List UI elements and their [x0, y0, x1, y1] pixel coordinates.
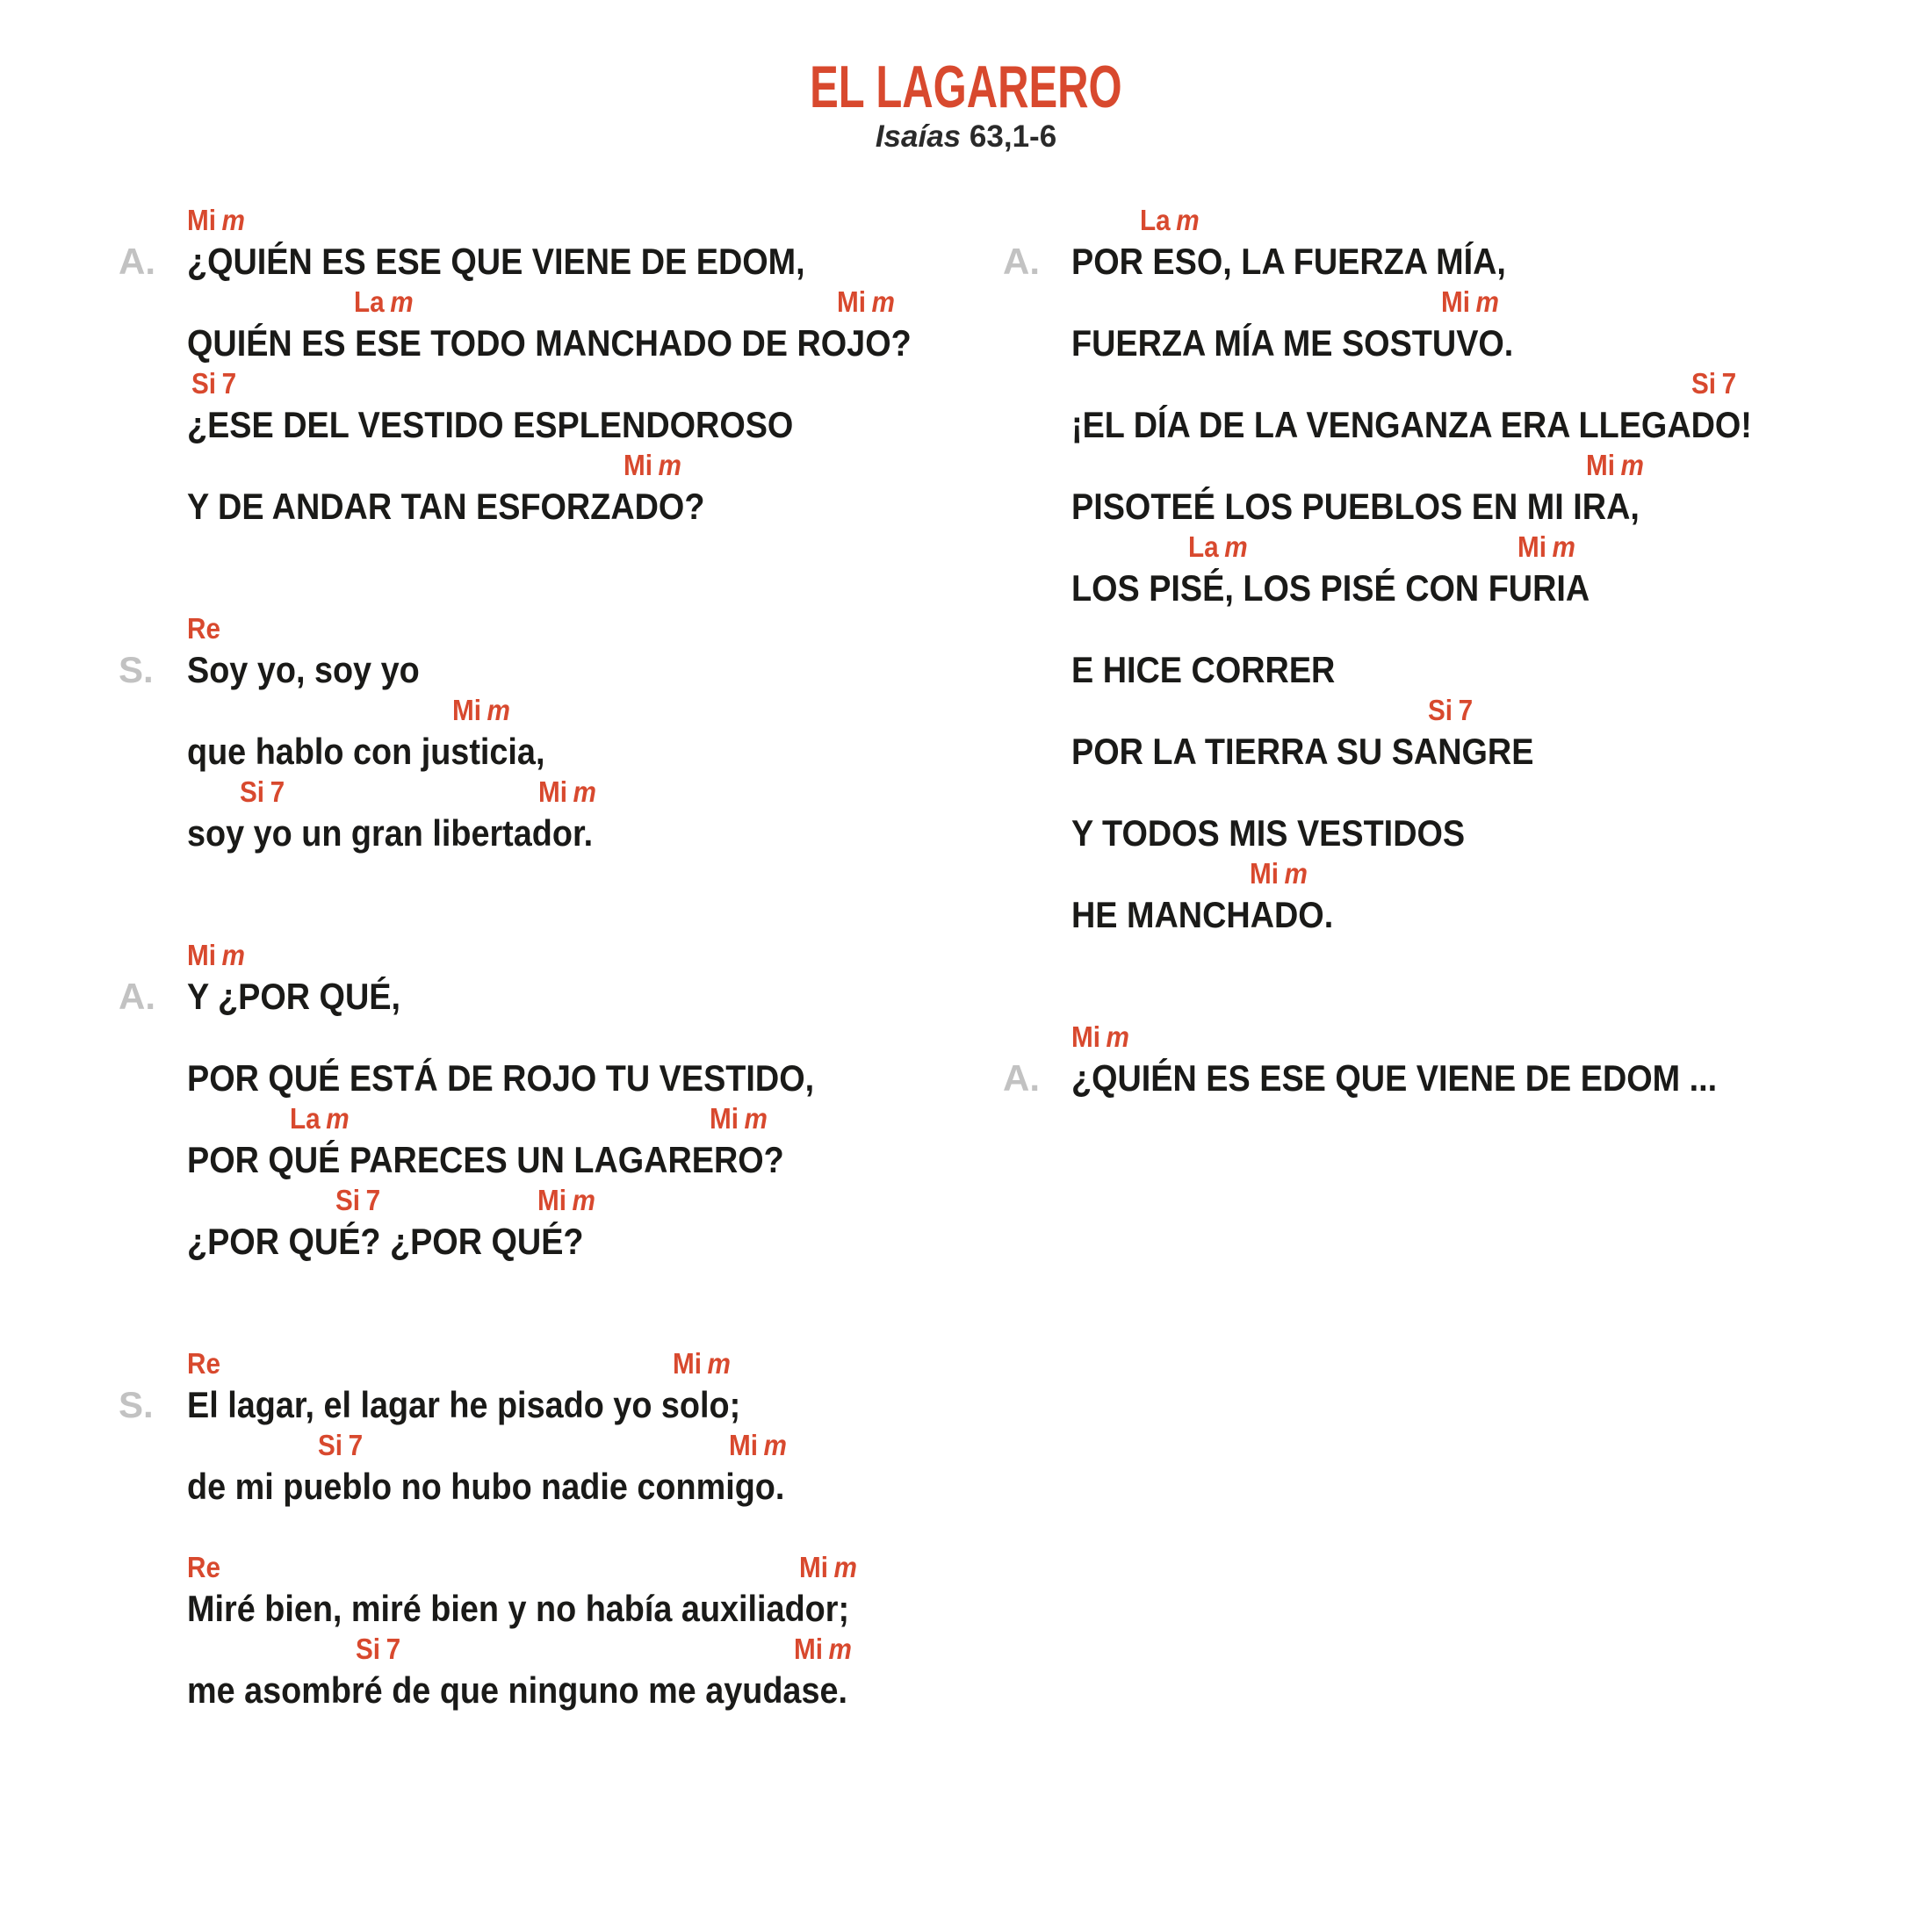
lyric-text: POR QUÉ ESTÁ DE ROJO TU VESTIDO,	[187, 1057, 815, 1099]
song-line	[1071, 609, 1827, 690]
song-line	[187, 935, 991, 1017]
chord-symbol	[354, 282, 414, 322]
chord-symbol	[318, 1425, 363, 1466]
chord-root: Mi	[710, 1102, 739, 1135]
chord-row	[187, 1099, 991, 1139]
chord-quality: 7	[348, 1429, 364, 1461]
song-line	[1071, 527, 1827, 609]
lyric-text: E HICE CORRER	[1071, 649, 1336, 690]
lyric-text: QUIÉN ES ESE TODO MANCHADO DE ROJO?	[187, 322, 912, 364]
chord-quality: m	[828, 1633, 852, 1665]
song-line	[187, 1344, 991, 1425]
song-line	[187, 609, 991, 690]
chord-quality: 7	[1458, 694, 1474, 726]
lyric-row	[187, 649, 991, 690]
lyric-text: El lagar, el lagar he pisado yo solo;	[187, 1384, 741, 1425]
lyric-text: Y ¿POR QUÉ,	[187, 976, 400, 1017]
chord-symbol	[187, 1344, 220, 1384]
lyric-row	[1071, 486, 1827, 527]
chord-row	[187, 200, 991, 241]
lyric-text: HE MANCHADO.	[1071, 894, 1334, 935]
song-line	[187, 200, 991, 282]
chord-row	[1071, 527, 1827, 567]
chord-symbol	[1188, 527, 1248, 567]
chord-quality: m	[1620, 449, 1644, 481]
chord-row	[1071, 772, 1827, 812]
chord-row	[187, 282, 991, 322]
section-label: S.	[119, 1384, 154, 1425]
chord-symbol	[191, 364, 236, 404]
chord-root: Mi	[837, 285, 867, 318]
lyric-text: ¿ESE DEL VESTIDO ESPLENDOROSO	[187, 404, 794, 445]
chord-root: Mi	[1441, 285, 1471, 318]
song-title	[0, 53, 1932, 121]
lyric-row	[1071, 894, 1827, 935]
chord-symbol	[1250, 854, 1308, 894]
chord-symbol	[290, 1099, 350, 1139]
lyric-text: POR ESO, LA FUERZA MÍA,	[1071, 241, 1506, 282]
song-line	[1071, 772, 1827, 854]
lyric-row	[187, 486, 991, 527]
chord-symbol	[1071, 1017, 1129, 1057]
chord-row	[1071, 690, 1827, 731]
chord-quality: m	[326, 1102, 350, 1135]
lyric-text: Y TODOS MIS VESTIDOS	[1071, 812, 1466, 854]
chord-quality: m	[221, 939, 245, 971]
chord-root: Si	[356, 1633, 381, 1665]
chord-root: Mi	[729, 1429, 759, 1461]
chord-root: Si	[191, 367, 217, 400]
chord-row	[1071, 282, 1827, 322]
lyric-row	[187, 1139, 991, 1180]
song-line	[1071, 1017, 1827, 1099]
chord-root: Si	[335, 1184, 361, 1216]
lyric-row	[187, 404, 991, 445]
chord-quality: m	[1224, 530, 1248, 563]
lyric-row	[1071, 731, 1827, 772]
lyric-text: Y DE ANDAR TAN ESFORZADO?	[187, 486, 705, 527]
chord-root: Mi	[1517, 530, 1547, 563]
lyric-row	[187, 1669, 991, 1711]
chord-symbol	[538, 772, 596, 812]
lyric-row	[187, 1057, 991, 1099]
chord-root: Si	[318, 1429, 343, 1461]
chord-row	[187, 1344, 991, 1384]
lyric-text: Soy yo, soy yo	[187, 649, 420, 690]
chord-root: Mi	[673, 1347, 703, 1380]
lyric-text: de mi pueblo no hubo nadie conmigo.	[187, 1466, 785, 1507]
chord-row	[1071, 1017, 1827, 1057]
chord-symbol	[356, 1629, 400, 1669]
song-line	[187, 282, 991, 364]
lyric-row	[187, 1588, 991, 1629]
chord-root: La	[1140, 204, 1171, 236]
lyric-text: soy yo un gran libertador.	[187, 812, 594, 854]
chord-root: La	[1188, 530, 1219, 563]
chord-row	[187, 364, 991, 404]
chord-symbol	[729, 1425, 787, 1466]
lyric-row	[187, 1466, 991, 1507]
lyric-text: Miré bien, miré bien y no había auxiliador;	[187, 1588, 850, 1629]
chord-symbol	[1441, 282, 1499, 322]
chord-row	[1071, 445, 1827, 486]
song-line	[1071, 690, 1827, 772]
chord-quality: m	[871, 285, 895, 318]
lyric-row	[187, 976, 991, 1017]
song-line	[1071, 364, 1827, 445]
lyric-text: ¿POR QUÉ? ¿POR QUÉ?	[187, 1221, 584, 1262]
chord-row	[1071, 609, 1827, 649]
chord-row	[187, 445, 991, 486]
lyric-text: FUERZA MÍA ME SOSTUVO.	[1071, 322, 1514, 364]
lyric-text: POR QUÉ PARECES UN LAGARERO?	[187, 1139, 784, 1180]
song-line	[187, 1017, 991, 1099]
chord-row	[187, 1547, 991, 1588]
song-subtitle	[0, 119, 1932, 155]
chord-quality: m	[1552, 530, 1575, 563]
lyric-row	[1071, 322, 1827, 364]
chord-root: Mi	[187, 204, 217, 236]
chord-symbol	[1428, 690, 1473, 731]
lyric-row	[187, 322, 991, 364]
subtitle-reference: 63,1-6	[969, 119, 1057, 154]
chord-symbol	[452, 690, 510, 731]
lyric-text: ¿QUIÉN ES ESE QUE VIENE DE EDOM,	[187, 241, 805, 282]
chord-row	[187, 1629, 991, 1669]
chord-symbol	[794, 1629, 852, 1669]
verse-section	[1003, 200, 1827, 935]
chord-quality: 7	[270, 775, 285, 808]
chord-row	[187, 935, 991, 976]
chord-symbol	[710, 1099, 768, 1139]
lyric-row	[1071, 649, 1827, 690]
chord-quality: 7	[221, 367, 237, 400]
lyric-row	[187, 1384, 991, 1425]
song-line	[1071, 200, 1827, 282]
chord-quality: m	[707, 1347, 731, 1380]
chord-root: La	[354, 285, 385, 318]
song-line	[1071, 854, 1827, 935]
chord-root: Re	[187, 1551, 220, 1583]
section-label: A.	[1003, 241, 1040, 282]
lyric-row	[187, 731, 991, 772]
chord-quality: 7	[386, 1633, 401, 1665]
song-line	[1071, 282, 1827, 364]
chord-quality: m	[833, 1551, 857, 1583]
section-label: A.	[1003, 1057, 1040, 1099]
chord-quality: m	[744, 1102, 768, 1135]
chord-row	[1071, 200, 1827, 241]
chord-root: Mi	[187, 939, 217, 971]
chord-symbol	[799, 1547, 857, 1588]
song-line	[187, 1425, 991, 1507]
chord-root: La	[290, 1102, 321, 1135]
column-right	[1003, 200, 1827, 1099]
chord-root: Si	[1428, 694, 1453, 726]
song-title-text: EL LAGARERO	[810, 54, 1122, 120]
chord-quality: m	[221, 204, 245, 236]
chord-quality: m	[1284, 857, 1308, 890]
chord-row	[1071, 854, 1827, 894]
chord-symbol	[1517, 527, 1575, 567]
lyric-text: POR LA TIERRA SU SANGRE	[1071, 731, 1534, 772]
lyric-text: que hablo con justicia,	[187, 731, 545, 772]
chord-symbol	[240, 772, 285, 812]
section-label: A.	[119, 241, 155, 282]
lyric-text: ¿QUIÉN ES ESE QUE VIENE DE EDOM ...	[1071, 1057, 1718, 1099]
chord-quality: 7	[365, 1184, 381, 1216]
chord-row	[187, 1180, 991, 1221]
verse-section	[119, 1344, 991, 1711]
lyric-row	[1071, 241, 1827, 282]
chord-quality: 7	[1721, 367, 1737, 400]
chord-quality: m	[390, 285, 414, 318]
chord-symbol	[1586, 445, 1644, 486]
chord-row	[187, 690, 991, 731]
chord-symbol	[537, 1180, 595, 1221]
chord-row	[187, 772, 991, 812]
chord-symbol	[673, 1344, 731, 1384]
chord-root: Mi	[1586, 449, 1616, 481]
chord-row	[187, 1425, 991, 1466]
lyric-row	[187, 812, 991, 854]
chord-quality: m	[572, 1184, 595, 1216]
lyric-row	[1071, 1057, 1827, 1099]
chord-symbol	[837, 282, 895, 322]
lyric-text: ¡EL DÍA DE LA VENGANZA ERA LLEGADO!	[1071, 404, 1752, 445]
chord-symbol	[335, 1180, 380, 1221]
chord-root: Si	[240, 775, 265, 808]
verse-section	[1003, 1017, 1827, 1099]
section-label: S.	[119, 649, 154, 690]
chord-root: Mi	[799, 1551, 829, 1583]
song-line	[1071, 445, 1827, 527]
subtitle-book: Isaías	[875, 119, 962, 154]
lyric-row	[187, 241, 991, 282]
song-line	[187, 1099, 991, 1180]
chord-root: Mi	[624, 449, 653, 481]
song-line	[187, 364, 991, 445]
chord-root: Mi	[1071, 1020, 1101, 1053]
lyric-row	[1071, 404, 1827, 445]
chord-quality: m	[573, 775, 596, 808]
lyric-text: LOS PISÉ, LOS PISÉ CON FURIA	[1071, 567, 1590, 609]
chord-root: Mi	[537, 1184, 567, 1216]
lyric-row	[187, 1221, 991, 1262]
verse-section	[119, 609, 991, 854]
song-line	[187, 1547, 991, 1629]
chord-row	[1071, 364, 1827, 404]
chord-symbol	[1691, 364, 1736, 404]
chord-quality: m	[487, 694, 510, 726]
chord-symbol	[187, 1547, 220, 1588]
chord-root: Mi	[1250, 857, 1280, 890]
chord-symbol	[1140, 200, 1200, 241]
chord-quality: m	[1475, 285, 1499, 318]
chord-symbol	[624, 445, 681, 486]
lyric-text: PISOTEÉ LOS PUEBLOS EN MI IRA,	[1071, 486, 1640, 527]
verse-section	[119, 200, 991, 527]
chord-quality: m	[1176, 204, 1200, 236]
lyric-row	[1071, 567, 1827, 609]
song-line	[187, 690, 991, 772]
chord-root: Re	[187, 612, 220, 645]
chord-root: Mi	[538, 775, 568, 808]
chord-root: Si	[1691, 367, 1717, 400]
chord-quality: m	[1106, 1020, 1129, 1053]
section-label: A.	[119, 976, 155, 1017]
chord-row	[187, 609, 991, 649]
column-left	[119, 200, 991, 1711]
chord-quality: m	[763, 1429, 787, 1461]
chord-row	[187, 1017, 991, 1057]
chord-quality: m	[658, 449, 681, 481]
verse-section	[119, 935, 991, 1262]
lyric-row	[1071, 812, 1827, 854]
chord-symbol	[187, 200, 245, 241]
chord-symbol	[187, 609, 220, 649]
lyric-text: me asombré de que ninguno me ayudase.	[187, 1669, 848, 1711]
song-line	[187, 1629, 991, 1711]
song-line	[187, 1180, 991, 1262]
song-line	[187, 445, 991, 527]
chord-root: Mi	[452, 694, 482, 726]
chord-symbol	[187, 935, 245, 976]
chord-root: Mi	[794, 1633, 824, 1665]
song-line	[187, 772, 991, 854]
chord-root: Re	[187, 1347, 220, 1380]
